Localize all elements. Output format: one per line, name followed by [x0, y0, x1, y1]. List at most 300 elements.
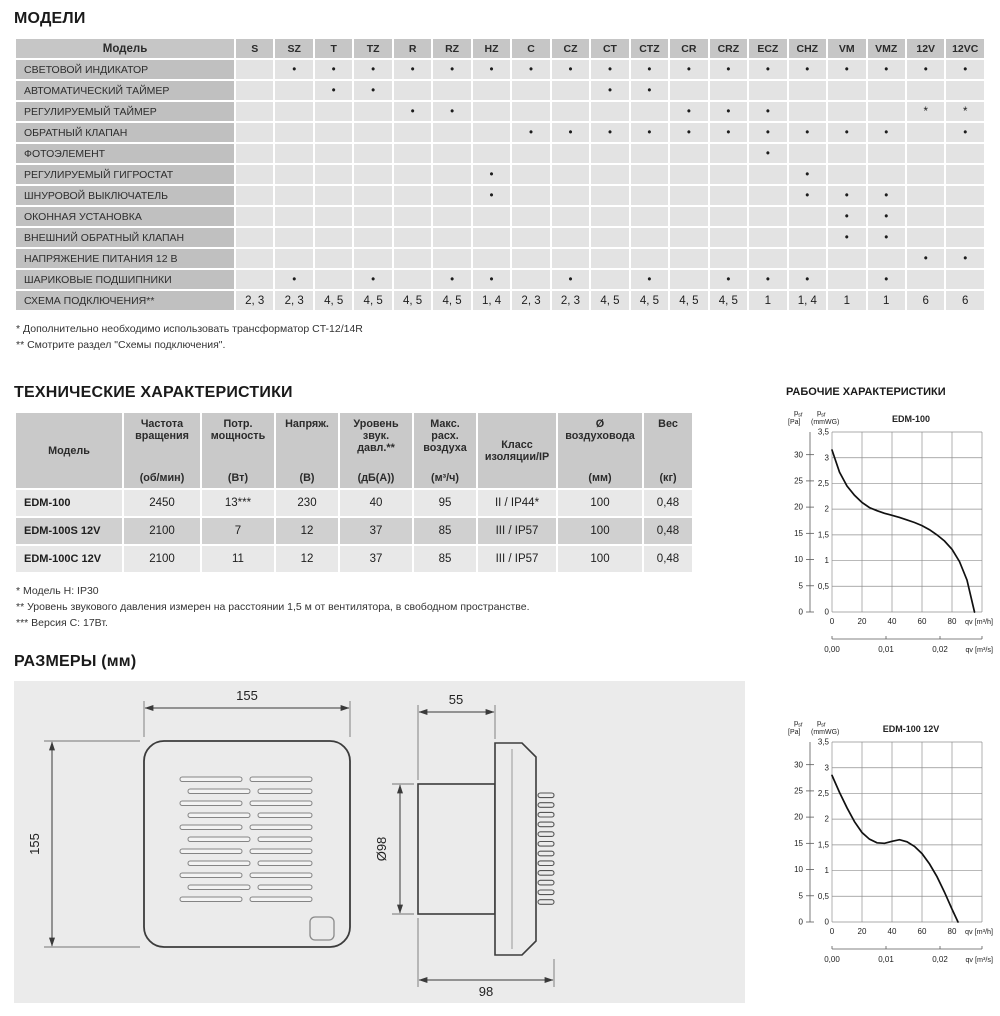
- feature-cell: [710, 249, 747, 268]
- feature-cell: [907, 186, 944, 205]
- feature-label: НАПРЯЖЕНИЕ ПИТАНИЯ 12 В: [16, 249, 234, 268]
- tech-value: 95: [414, 490, 476, 516]
- svg-text:25: 25: [794, 786, 803, 796]
- feature-cell: [433, 123, 470, 142]
- feature-cell: •: [315, 60, 352, 79]
- charts-section-title: РАБОЧИЕ ХАРАКТЕРИСТИКИ: [786, 386, 946, 398]
- feature-cell: [670, 165, 707, 184]
- feature-cell: [275, 249, 312, 268]
- performance-chart-edm-100-12v: [786, 716, 994, 1012]
- feature-cell: •: [868, 270, 905, 289]
- models-table: [14, 37, 986, 312]
- model-column-ct: CT: [591, 39, 628, 58]
- feature-cell: [946, 228, 984, 247]
- feature-cell: [236, 207, 273, 226]
- fan-front-panel: [144, 741, 350, 947]
- feature-cell: [789, 144, 826, 163]
- tech-value: 40: [340, 490, 412, 516]
- svg-text:1: 1: [824, 866, 829, 876]
- tech-value: 13***: [202, 490, 274, 516]
- feature-cell: •: [552, 270, 589, 289]
- models-table-header: Модель: [16, 39, 234, 58]
- svg-text:80: 80: [947, 927, 957, 936]
- svg-text:20: 20: [794, 502, 803, 512]
- feature-cell: •: [315, 81, 352, 100]
- svg-text:3: 3: [824, 763, 829, 773]
- feature-cell: [315, 186, 352, 205]
- tech-value: 100: [558, 518, 642, 544]
- feature-row: [16, 228, 984, 247]
- feature-cell: •: [868, 228, 905, 247]
- feature-cell: [670, 270, 707, 289]
- feature-cell: [394, 270, 431, 289]
- svg-text:60: 60: [917, 927, 927, 936]
- fan-curve-EDM-100 12V: [832, 775, 958, 922]
- feature-label: РЕГУЛИРУЕМЫЙ ГИГРОСТАТ: [16, 165, 234, 184]
- tech-value: 2100: [124, 546, 200, 572]
- tech-column-header: Потр. мощность (Вт): [202, 413, 274, 488]
- tech-value: 11: [202, 546, 274, 572]
- svg-text:psf: $p_{sf}$: [794, 718, 803, 729]
- feature-cell: [749, 81, 786, 100]
- feature-cell: 4, 5: [433, 291, 470, 310]
- feature-cell: [591, 165, 628, 184]
- tech-model-name: EDM-100S 12V: [16, 518, 122, 544]
- feature-cell: •: [789, 186, 826, 205]
- feature-cell: 4, 5: [591, 291, 628, 310]
- feature-cell: [275, 144, 312, 163]
- feature-cell: [315, 123, 352, 142]
- model-column-12vc: 12VC: [946, 39, 984, 58]
- models-header-row: [16, 39, 984, 58]
- svg-text:qv [m³/s]: qv [m³/s]: [965, 645, 993, 654]
- feature-cell: [394, 123, 431, 142]
- feature-cell: [710, 207, 747, 226]
- feature-cell: [749, 165, 786, 184]
- feature-cell: •: [552, 60, 589, 79]
- feature-cell: [749, 249, 786, 268]
- feature-cell: [473, 123, 510, 142]
- side-view: [374, 692, 554, 999]
- feature-cell: •: [433, 102, 470, 121]
- feature-cell: [394, 186, 431, 205]
- footnote: *** Версия C: 17Вт.: [16, 617, 108, 630]
- fan-curve-EDM-100: [832, 450, 975, 612]
- feature-cell: •: [868, 123, 905, 142]
- tech-column-header: Класс изоляции/IP: [478, 413, 556, 488]
- feature-cell: [236, 60, 273, 79]
- feature-cell: [749, 207, 786, 226]
- feature-cell: [473, 81, 510, 100]
- svg-text:15: 15: [794, 528, 803, 538]
- feature-cell: •: [946, 123, 984, 142]
- feature-cell: •: [946, 60, 984, 79]
- feature-cell: [552, 81, 589, 100]
- feature-cell: [354, 228, 391, 247]
- svg-text:0,5: 0,5: [817, 891, 829, 901]
- feature-label: ШАРИКОВЫЕ ПОДШИПНИКИ: [16, 270, 234, 289]
- feature-cell: •: [868, 186, 905, 205]
- svg-text:0: 0: [798, 917, 803, 927]
- feature-cell: 1: [749, 291, 786, 310]
- feature-cell: [512, 228, 549, 247]
- feature-cell: [394, 165, 431, 184]
- tech-table-body: [16, 490, 692, 572]
- feature-cell: [354, 207, 391, 226]
- feature-cell: [670, 249, 707, 268]
- feature-cell: •: [710, 102, 747, 121]
- feature-cell: [315, 270, 352, 289]
- feature-cell: [394, 207, 431, 226]
- svg-text:80: 80: [947, 617, 957, 626]
- feature-cell: [552, 165, 589, 184]
- feature-cell: [789, 81, 826, 100]
- dimensions-drawing-box: [14, 681, 745, 1003]
- svg-text:0,5: 0,5: [817, 581, 829, 591]
- tech-value: 0,48: [644, 490, 692, 516]
- feature-cell: 4, 5: [670, 291, 707, 310]
- feature-cell: 2, 3: [236, 291, 273, 310]
- feature-cell: [907, 270, 944, 289]
- tech-section-title: ТЕХНИЧЕСКИЕ ХАРАКТЕРИСТИКИ: [14, 383, 293, 401]
- feature-cell: [552, 249, 589, 268]
- feature-cell: [473, 102, 510, 121]
- svg-text:2,5: 2,5: [817, 789, 829, 799]
- svg-text:2,5: 2,5: [817, 479, 829, 489]
- feature-cell: [749, 228, 786, 247]
- feature-cell: 1: [828, 291, 865, 310]
- tech-value: 230: [276, 490, 338, 516]
- feature-cell: [512, 207, 549, 226]
- feature-row: [16, 165, 984, 184]
- feature-cell: [868, 249, 905, 268]
- feature-cell: [907, 165, 944, 184]
- feature-cell: •: [789, 165, 826, 184]
- svg-text:40: 40: [887, 927, 897, 936]
- feature-cell: [354, 123, 391, 142]
- svg-text:10: 10: [794, 555, 803, 565]
- tech-row: [16, 518, 692, 544]
- svg-text:30: 30: [794, 450, 803, 460]
- svg-text:0,02: 0,02: [932, 955, 948, 964]
- feature-cell: 2, 3: [275, 291, 312, 310]
- feature-cell: [236, 165, 273, 184]
- feature-cell: [236, 186, 273, 205]
- feature-label: ОКОННАЯ УСТАНОВКА: [16, 207, 234, 226]
- performance-chart-edm-100: [786, 406, 994, 702]
- model-column-ctz: CTZ: [631, 39, 668, 58]
- tech-model-name: EDM-100: [16, 490, 122, 516]
- feature-cell: [512, 270, 549, 289]
- feature-cell: [394, 249, 431, 268]
- tech-value: 37: [340, 546, 412, 572]
- feature-cell: *: [907, 102, 944, 121]
- front-view: [27, 688, 350, 947]
- svg-text:qv [m³/s]: qv [m³/s]: [965, 955, 993, 964]
- feature-cell: [710, 81, 747, 100]
- feature-cell: [315, 228, 352, 247]
- side-grille-louvers: [538, 793, 554, 904]
- svg-text:0,00: 0,00: [824, 645, 840, 654]
- models-footnotes: [16, 321, 986, 354]
- feature-cell: •: [631, 270, 668, 289]
- tech-column-header: Уровень звук. давл.** (дБ(А)): [340, 413, 412, 488]
- feature-cell: •: [354, 60, 391, 79]
- tech-value: 100: [558, 546, 642, 572]
- feature-cell: •: [512, 60, 549, 79]
- svg-text:0,00: 0,00: [824, 955, 840, 964]
- feature-label: ОБРАТНЫЙ КЛАПАН: [16, 123, 234, 142]
- feature-cell: [868, 144, 905, 163]
- feature-cell: 1, 4: [473, 291, 510, 310]
- tech-column-header: Модель: [16, 413, 122, 488]
- tech-column-header: Ø воздуховода (мм): [558, 413, 642, 488]
- svg-text:3: 3: [824, 453, 829, 463]
- feature-cell: •: [828, 207, 865, 226]
- tech-value: III / IP57: [478, 518, 556, 544]
- feature-cell: [828, 165, 865, 184]
- feature-cell: •: [710, 60, 747, 79]
- svg-text:0,02: 0,02: [932, 645, 948, 654]
- model-column-s: S: [236, 39, 273, 58]
- feature-cell: [552, 144, 589, 163]
- tech-value: 7: [202, 518, 274, 544]
- feature-cell: [670, 207, 707, 226]
- feature-cell: [670, 81, 707, 100]
- feature-cell: [828, 81, 865, 100]
- feature-row: [16, 186, 984, 205]
- feature-cell: 6: [946, 291, 984, 310]
- svg-text:5: 5: [798, 891, 803, 901]
- feature-cell: [868, 81, 905, 100]
- feature-cell: [354, 249, 391, 268]
- svg-text:10: 10: [794, 865, 803, 875]
- feature-cell: [670, 228, 707, 247]
- feature-cell: [828, 249, 865, 268]
- feature-cell: •: [749, 123, 786, 142]
- feature-cell: [710, 186, 747, 205]
- feature-cell: [907, 123, 944, 142]
- feature-cell: [591, 207, 628, 226]
- feature-cell: [907, 144, 944, 163]
- svg-text:qv [m³/h]: qv [m³/h]: [965, 617, 993, 626]
- feature-cell: •: [591, 60, 628, 79]
- feature-cell: •: [473, 186, 510, 205]
- feature-cell: •: [789, 60, 826, 79]
- tech-column-header: Напряж. (В): [276, 413, 338, 488]
- svg-text:psf: $p_{sf}$: [817, 408, 826, 419]
- feature-row: [16, 81, 984, 100]
- tech-value: 85: [414, 518, 476, 544]
- feature-cell: [433, 207, 470, 226]
- model-column-t: T: [315, 39, 352, 58]
- feature-cell: [552, 207, 589, 226]
- svg-text:60: 60: [917, 617, 927, 626]
- feature-cell: [710, 144, 747, 163]
- feature-row: [16, 102, 984, 121]
- svg-text:1,5: 1,5: [817, 840, 829, 850]
- feature-cell: •: [828, 186, 865, 205]
- model-column-vmz: VMZ: [868, 39, 905, 58]
- feature-cell: [512, 249, 549, 268]
- feature-cell: [591, 249, 628, 268]
- tech-column-header: Частота вращения (об/мин): [124, 413, 200, 488]
- feature-cell: [315, 207, 352, 226]
- svg-text:2: 2: [824, 504, 829, 514]
- feature-cell: [433, 81, 470, 100]
- svg-text:0,01: 0,01: [878, 645, 894, 654]
- svg-text:3,5: 3,5: [817, 427, 829, 437]
- feature-cell: [868, 102, 905, 121]
- feature-cell: [631, 249, 668, 268]
- feature-cell: [749, 186, 786, 205]
- feature-cell: [433, 144, 470, 163]
- feature-cell: [552, 186, 589, 205]
- feature-cell: 4, 5: [631, 291, 668, 310]
- feature-cell: [710, 165, 747, 184]
- svg-text:qv [m³/h]: qv [m³/h]: [965, 927, 993, 936]
- feature-cell: •: [670, 123, 707, 142]
- feature-cell: [946, 81, 984, 100]
- model-column-tz: TZ: [354, 39, 391, 58]
- feature-cell: [512, 81, 549, 100]
- feature-cell: •: [670, 102, 707, 121]
- feature-cell: [789, 207, 826, 226]
- feature-row: [16, 123, 984, 142]
- feature-cell: •: [433, 60, 470, 79]
- feature-cell: [433, 186, 470, 205]
- feature-row: [16, 144, 984, 163]
- model-column-c: C: [512, 39, 549, 58]
- svg-text:(mmWG): (mmWG): [811, 419, 840, 426]
- feature-cell: [631, 228, 668, 247]
- svg-text:psf: $p_{sf}$: [817, 718, 826, 729]
- model-column-chz: CHZ: [789, 39, 826, 58]
- tech-value: 0,48: [644, 518, 692, 544]
- feature-cell: [828, 144, 865, 163]
- feature-cell: [275, 123, 312, 142]
- tech-column-header: Макс. расх. воздуха (м³/ч): [414, 413, 476, 488]
- svg-text:20: 20: [794, 812, 803, 822]
- feature-cell: •: [749, 60, 786, 79]
- feature-cell: •: [907, 249, 944, 268]
- feature-cell: •: [710, 270, 747, 289]
- feature-cell: [552, 102, 589, 121]
- svg-text:0: 0: [824, 607, 829, 617]
- feature-cell: [946, 165, 984, 184]
- feature-cell: •: [749, 270, 786, 289]
- feature-row: [16, 291, 984, 310]
- svg-text:15: 15: [794, 838, 803, 848]
- feature-cell: [907, 207, 944, 226]
- feature-cell: 1: [868, 291, 905, 310]
- feature-cell: •: [749, 102, 786, 121]
- tech-value: 2100: [124, 518, 200, 544]
- feature-cell: [236, 228, 273, 247]
- tech-table: [14, 411, 694, 574]
- feature-cell: [631, 165, 668, 184]
- feature-cell: [670, 144, 707, 163]
- feature-cell: •: [828, 228, 865, 247]
- feature-cell: 4, 5: [354, 291, 391, 310]
- feature-cell: [433, 228, 470, 247]
- feature-cell: [315, 102, 352, 121]
- tech-value: 0,48: [644, 546, 692, 572]
- footnote: * Модель H: IP30: [16, 584, 99, 597]
- dimensions-section-title: РАЗМЕРЫ (мм): [14, 653, 137, 671]
- feature-cell: [631, 144, 668, 163]
- svg-text:(mmWG): (mmWG): [811, 729, 840, 736]
- tech-model-name: EDM-100C 12V: [16, 546, 122, 572]
- feature-cell: [710, 228, 747, 247]
- svg-text:25: 25: [794, 476, 803, 486]
- feature-cell: [236, 123, 273, 142]
- feature-cell: •: [868, 207, 905, 226]
- feature-cell: [473, 207, 510, 226]
- feature-cell: [512, 102, 549, 121]
- feature-cell: [354, 102, 391, 121]
- tech-column-header: Вес (кг): [644, 413, 692, 488]
- feature-cell: [315, 165, 352, 184]
- feature-cell: •: [631, 123, 668, 142]
- front-width-dim: 155: [236, 688, 258, 704]
- feature-cell: •: [868, 60, 905, 79]
- feature-cell: [946, 144, 984, 163]
- feature-cell: •: [473, 165, 510, 184]
- front-height-dim: 155: [27, 833, 42, 856]
- feature-row: [16, 207, 984, 226]
- feature-cell: [512, 165, 549, 184]
- duct-diameter-dim: Ø98: [374, 837, 389, 862]
- feature-cell: [315, 249, 352, 268]
- feature-cell: [275, 102, 312, 121]
- feature-cell: [946, 207, 984, 226]
- feature-cell: [591, 144, 628, 163]
- feature-row: [16, 60, 984, 79]
- tech-row: [16, 546, 692, 572]
- feature-cell: •: [946, 249, 984, 268]
- feature-cell: [275, 228, 312, 247]
- svg-text:0: 0: [798, 607, 803, 617]
- feature-cell: [946, 270, 984, 289]
- tech-value: II / IP44*: [478, 490, 556, 516]
- svg-text:0: 0: [829, 617, 835, 626]
- feature-cell: 6: [907, 291, 944, 310]
- models-table-body: [16, 60, 984, 310]
- feature-cell: [789, 228, 826, 247]
- feature-cell: •: [907, 60, 944, 79]
- svg-text:EDM-100: EDM-100: [891, 414, 931, 424]
- model-column-12v: 12V: [907, 39, 944, 58]
- feature-cell: [789, 102, 826, 121]
- feature-label: АВТОМАТИЧЕСКИЙ ТАЙМЕР: [16, 81, 234, 100]
- feature-cell: •: [354, 270, 391, 289]
- feature-cell: [552, 228, 589, 247]
- feature-cell: •: [591, 123, 628, 142]
- duct-length-dim: 55: [448, 692, 464, 708]
- feature-cell: [394, 228, 431, 247]
- feature-cell: •: [473, 60, 510, 79]
- feature-cell: •: [512, 123, 549, 142]
- feature-label: ШНУРОВОЙ ВЫКЛЮЧАТЕЛЬ: [16, 186, 234, 205]
- performance-section: [786, 386, 996, 1012]
- tech-header-row: [16, 413, 692, 488]
- feature-cell: •: [749, 144, 786, 163]
- feature-cell: •: [789, 270, 826, 289]
- tech-value: 37: [340, 518, 412, 544]
- tech-value: 2450: [124, 490, 200, 516]
- svg-text:0: 0: [829, 927, 835, 936]
